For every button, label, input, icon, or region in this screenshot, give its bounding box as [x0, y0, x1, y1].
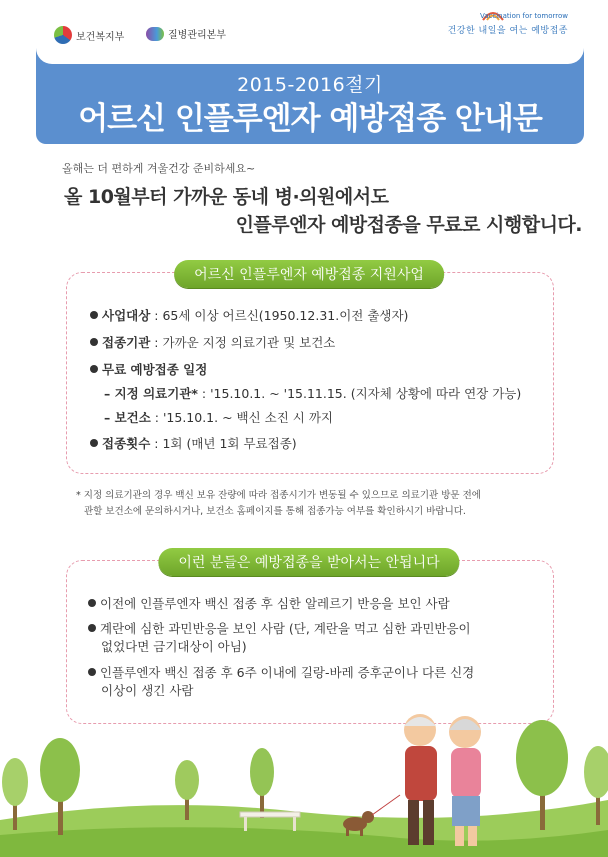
contraindication-text-2b: 없었다면 금기대상이 아님) — [101, 639, 247, 654]
target-row — [90, 306, 408, 324]
park-illustration — [0, 700, 608, 857]
kcdc-logo — [146, 26, 226, 41]
footnote — [76, 488, 546, 520]
season-label: 2015-2016절기 — [237, 74, 383, 96]
contraindication-item-2 — [88, 620, 471, 656]
ministry-name: 보건복지부 — [76, 31, 125, 43]
clinic-schedule-row — [104, 384, 521, 402]
count-row — [90, 434, 297, 452]
contraindication-item-3 — [88, 664, 474, 700]
agency-row — [90, 333, 335, 351]
bullet-icon — [90, 311, 98, 319]
center-value: : '15.10.1. ~ 백신 소진 시 까지 — [150, 410, 333, 425]
count-label: 접종횟수 — [102, 436, 151, 451]
ministry-logo — [54, 26, 124, 44]
page-title: 어르신 인플루엔자 예방접종 안내문 — [78, 101, 542, 137]
center-label: – 보건소 — [104, 410, 151, 425]
header-banner — [36, 6, 584, 144]
kcdc-name: 질병관리본부 — [168, 30, 226, 41]
contraindication-text-1: 이전에 인플루엔자 백신 접종 후 심한 알레르기 반응을 보인 사람 — [100, 596, 450, 611]
schedule-label: 무료 예방접종 일정 — [102, 362, 208, 377]
agency-label: 접종기관 — [102, 335, 151, 350]
bullet-icon — [88, 668, 96, 676]
center-schedule-row — [104, 408, 333, 426]
contraindication-item-1 — [88, 595, 450, 613]
contraindication-title: 이런 분들은 예방접종을 받아서는 안됩니다 — [158, 548, 459, 576]
count-value: : 1회 (매년 1회 무료접종) — [150, 436, 297, 451]
clinic-value: : '15.10.1. ~ '15.11.15. (지자체 상황에 따라 연장 가능) — [197, 386, 522, 401]
ministry-emblem-icon — [54, 26, 72, 44]
bullet-icon — [88, 624, 96, 632]
intro-headline-line2: 인플루엔자 예방접종을 무료로 시행합니다. — [235, 214, 582, 236]
bullet-icon — [90, 365, 98, 373]
vaccination-campaign-logo — [448, 12, 568, 36]
tree-icon — [250, 748, 274, 818]
footnote-line2: 관할 보건소에 문의하시거나, 보건소 홈페이지를 통해 접종가능 여부를 확인하시기 바랍니다. — [84, 506, 466, 517]
target-label: 사업대상 — [102, 308, 151, 323]
intro-headline-line1: 올 10월부터 가까운 동네 병·의원에서도 — [64, 186, 389, 208]
vaccination-slogan-en: Vaccination for tomorrow — [479, 12, 568, 20]
vaccination-slogan-ko: 건강한 내일을 여는 예방접종 — [447, 26, 568, 36]
contraindication-text-3b: 이상이 생긴 사람 — [101, 683, 194, 698]
header-logo-strip — [36, 6, 584, 64]
bullet-icon — [90, 439, 98, 447]
schedule-row — [90, 360, 207, 378]
contraindication-text-3a: 인플루엔자 백신 접종 후 6주 이내에 길랑-바레 증후군이나 다른 신경 — [100, 665, 475, 680]
bullet-icon — [90, 338, 98, 346]
target-value: : 65세 이상 어르신(1950.12.31.이전 출생자) — [150, 308, 409, 323]
kcdc-emblem-icon — [146, 27, 164, 41]
contraindication-text-2a: 계란에 심한 과민반응을 보인 사람 (단, 계란을 먹고 심한 과민반응이 — [100, 621, 471, 636]
bullet-icon — [88, 599, 96, 607]
agency-value: : 가까운 지정 의료기관 및 보건소 — [150, 335, 336, 350]
support-program-title: 어르신 인플루엔자 예방접종 지원사업 — [174, 260, 444, 288]
intro-tagline: 올해는 더 편하게 겨울건강 준비하세요~ — [62, 162, 256, 175]
footnote-line1: * 지정 의료기관의 경우 백신 보유 잔량에 따라 접종시기가 변동될 수 있으므로 의료기관 방문 전에 — [76, 490, 481, 501]
clinic-label: – 지정 의료기관* — [104, 386, 198, 401]
